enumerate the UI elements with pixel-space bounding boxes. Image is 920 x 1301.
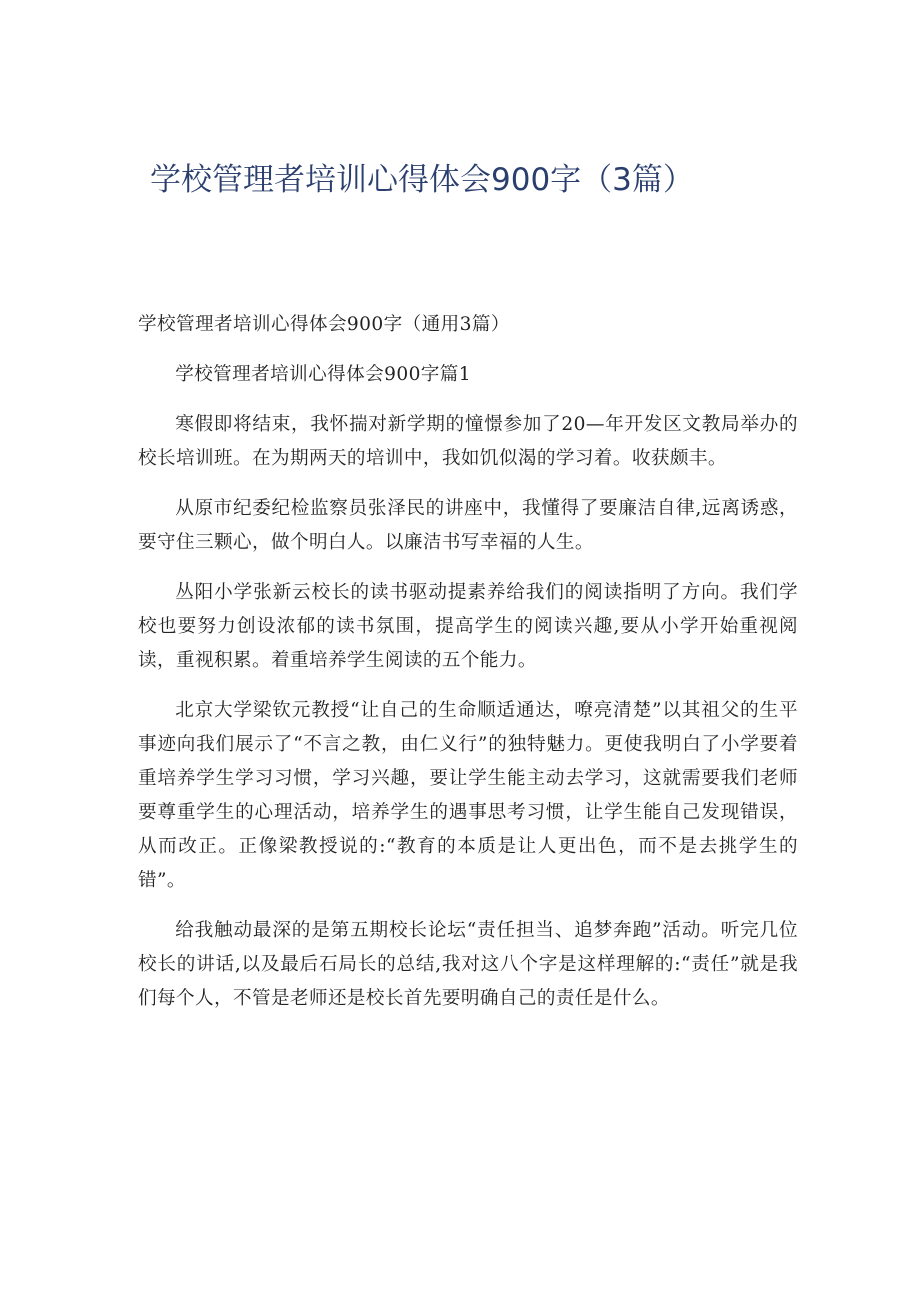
paragraph-2: 从原市纪委纪检监察员张泽民的讲座中，我懂得了要廉洁自律,远离诱惑，要守住三颗心，做个明白人。以廉洁书写幸福的人生。 — [138, 498, 798, 553]
paragraph-3: 丛阳小学张新云校长的读书驱动提素养给我们的阅读指明了方向。我们学校也要努力创设浓郁的读书氛围，提高学生的阅读兴趣,要从小学开始重视阅读，重视积累。着重培养学生阅读的五个能力。 — [138, 582, 798, 671]
paragraph-1: 寒假即将结束，我怀揣对新学期的憧憬参加了20—年开发区文教局举办的校长培训班。在为期两天的培训中，我如饥似渴的学习着。收获颇丰。 — [138, 414, 798, 469]
paragraph-4: 北京大学梁钦元教授“让自己的生命顺适通达，嘹亮清楚”以其祖父的生平事迹向我们展示了“不言之教，由仁义行”的独特魅力。更使我明白了小学要着重培养学生学习习惯，学习兴趣，要让学生能主动去学习，这就需要我们老师要尊重学生的心理活动，培养学生的遇事思考习惯，让学生能自己发现错误，从而改正。正像梁教授说的:“教育的本质是让人更出色，而不是去挑学生的错”。 — [138, 700, 798, 891]
document-body — [138, 308, 798, 1032]
section-heading: 学校管理者培训心得体会900字篇1 — [175, 364, 472, 385]
document-subtitle: 学校管理者培训心得体会900字（通用3篇） — [138, 314, 510, 335]
document-title: 学校管理者培训心得体会900字（3篇） — [150, 162, 694, 198]
paragraph-5: 给我触动最深的是第五期校长论坛“责任担当、追梦奔跑”活动。听完几位校长的讲话,以及最后石局长的总结,我对这八个字是这样理解的:“责任”就是我们每个人，不管是老师还是校长首先要明确自己的责任是什么。 — [138, 920, 798, 1009]
